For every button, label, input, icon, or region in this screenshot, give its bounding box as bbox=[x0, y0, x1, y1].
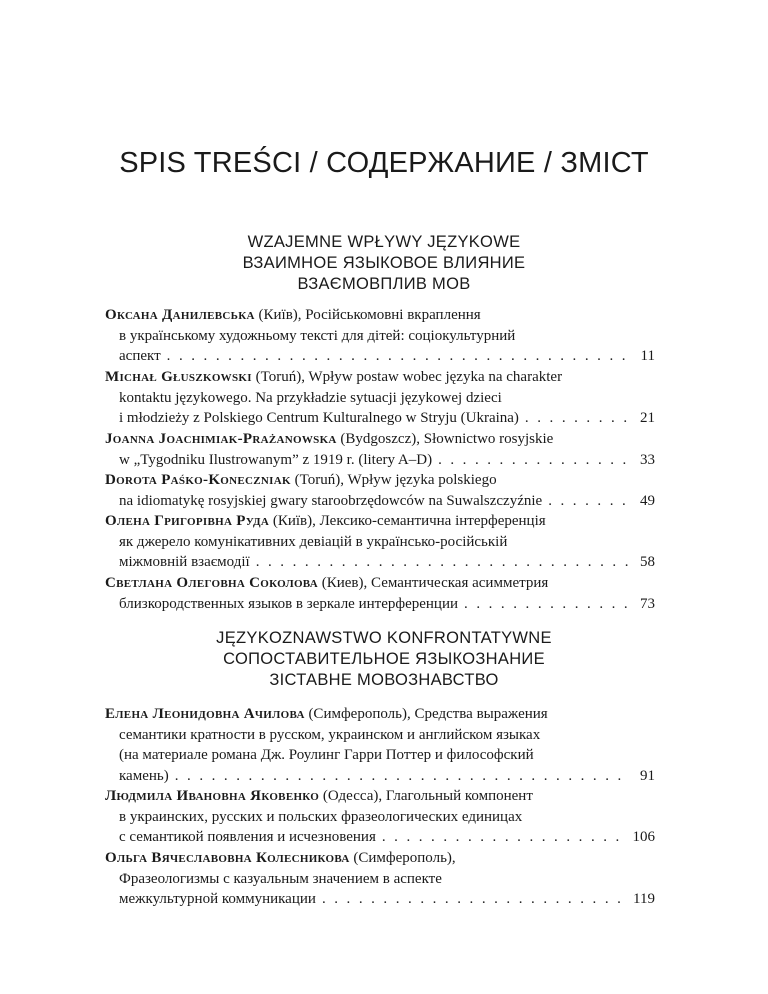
leader-dots bbox=[438, 450, 629, 471]
entry-title-line: i młodzieży z Polskiego Centrum Kulturalnego w Stryju (Ukraina) bbox=[119, 410, 519, 426]
entry-title-line: камень) bbox=[119, 767, 169, 784]
entry-title: (Toruń), Wpływ postaw wobec języka na charakter bbox=[251, 369, 563, 385]
entry-title-line: Фразеологизмы с казуальным значением в аспекте bbox=[119, 870, 442, 887]
entry-author: Dorota Paśko-Koneczniak bbox=[105, 472, 291, 488]
entry-author: Людмила Ивановна Яковенко bbox=[105, 788, 320, 804]
entry-author: Олена Григорівна Руда bbox=[105, 513, 270, 529]
leader-dots bbox=[322, 889, 627, 910]
entry-title-line: міжмовній взаємодії bbox=[119, 554, 250, 570]
entry-title-line: в украинских, русских и польских фразеологических единицах bbox=[119, 808, 523, 825]
section-heading-line: WZAJEMNE WPŁYWY JĘZYKOWE bbox=[247, 233, 521, 251]
entry-title: (Bydgoszcz), Słownictwo rosyjskie bbox=[336, 431, 554, 447]
section-heading-line: СОПОСТАВИТЕЛЬНОЕ ЯЗЫКОЗНАНИЕ bbox=[223, 650, 545, 668]
page-number: 106 bbox=[632, 829, 655, 845]
entry-title-line: w „Tygodniku Ilustrowanym” z 1919 r. (litery A–D) bbox=[119, 451, 433, 468]
entry-title-line: семантики кратности в русском, украинском и английском языках bbox=[119, 726, 541, 743]
section-heading bbox=[0, 232, 768, 295]
toc-entry[interactable] bbox=[105, 704, 655, 786]
entry-title-line: na idiomatykę rosyjskiej gwary staroobrzędowców na Suwalszczyźnie bbox=[119, 492, 543, 509]
page-number: 11 bbox=[640, 348, 655, 364]
entry-author: Ольга Вячеславовна Колесникова bbox=[105, 850, 350, 866]
entry-title: (Киев), Семантическая асимметрия bbox=[318, 575, 549, 591]
entry-title: (Симферополь), bbox=[349, 850, 456, 866]
leader-dots bbox=[256, 552, 629, 573]
entry-title: (Симферополь), Средства выражения bbox=[304, 706, 548, 722]
toc-entry[interactable] bbox=[105, 429, 655, 470]
toc-entry[interactable] bbox=[105, 848, 655, 910]
leader-dots bbox=[464, 594, 629, 615]
entry-title-line: близкородственных языков в зеркале интерференции bbox=[119, 595, 459, 612]
entry-author: Joanna Joachimiak-Prażanowska bbox=[105, 431, 337, 447]
entry-author: Светлана Олеговна Соколова bbox=[105, 575, 318, 591]
entry-title-line: с семантикой появления и исчезновения bbox=[119, 829, 376, 845]
toc-entry[interactable] bbox=[105, 367, 655, 429]
entry-author: Елена Леонидовна Ачилова bbox=[105, 706, 305, 722]
section-heading-line: ЗІСТАВНЕ МОВОЗНАВСТВО bbox=[269, 671, 499, 689]
leader-dots bbox=[175, 766, 629, 787]
section-heading-line: JĘZYKOZNAWSTWO KONFRONTATYWNE bbox=[216, 629, 552, 647]
page-number: 33 bbox=[640, 451, 655, 468]
entry-author: Оксана Данилевська bbox=[105, 307, 255, 323]
toc-entry[interactable] bbox=[105, 786, 655, 848]
entry-title: (Одесса), Глагольный компонент bbox=[319, 788, 533, 804]
entry-title-line: kontaktu językowego. Na przykładzie sytuacji językowej dzieci bbox=[119, 389, 502, 406]
toc-entry[interactable] bbox=[105, 573, 655, 614]
entry-title-line: в українському художньому тексті для дітей: соціокультурний bbox=[119, 327, 516, 344]
entry-title: (Toruń), Wpływ języka polskiego bbox=[290, 472, 497, 488]
entry-title-line: як джерело комунікативних девіацій в українсько-російській bbox=[119, 533, 508, 550]
entry-title: (Київ), Лексико-семантична інтерференція bbox=[269, 513, 546, 529]
entry-title-line: межкультурной коммуникации bbox=[119, 891, 316, 907]
section-heading-line: ВЗАИМНОЕ ЯЗЫКОВОЕ ВЛИЯНИЕ bbox=[242, 254, 526, 272]
toc-entry[interactable] bbox=[105, 305, 655, 367]
leader-dots bbox=[525, 408, 629, 429]
page-number: 73 bbox=[640, 595, 655, 612]
entry-author: Michał Głuszkowski bbox=[105, 369, 252, 385]
entry-title: (Київ), Російськомовні вкраплення bbox=[254, 307, 481, 323]
page-number: 49 bbox=[640, 492, 655, 509]
page-number: 58 bbox=[640, 554, 655, 570]
leader-dots bbox=[382, 827, 627, 848]
entry-title-line: (на материале романа Дж. Роулинг Гарри Поттер и философский bbox=[119, 747, 534, 763]
page-title: SPIS TREŚCI / СОДЕРЖАНИЕ / ЗМІСТ bbox=[119, 147, 649, 179]
toc-entry[interactable] bbox=[105, 511, 655, 573]
section-heading bbox=[0, 628, 768, 691]
page-number: 119 bbox=[633, 891, 655, 907]
section-heading-line: ВЗАЄМОВПЛИВ МОВ bbox=[297, 275, 471, 293]
entry-title-line: аспект bbox=[119, 348, 161, 364]
leader-dots bbox=[167, 346, 629, 367]
toc-entry[interactable] bbox=[105, 470, 655, 511]
page-number: 21 bbox=[640, 410, 655, 426]
leader-dots bbox=[548, 491, 629, 512]
page-number: 91 bbox=[640, 767, 655, 784]
